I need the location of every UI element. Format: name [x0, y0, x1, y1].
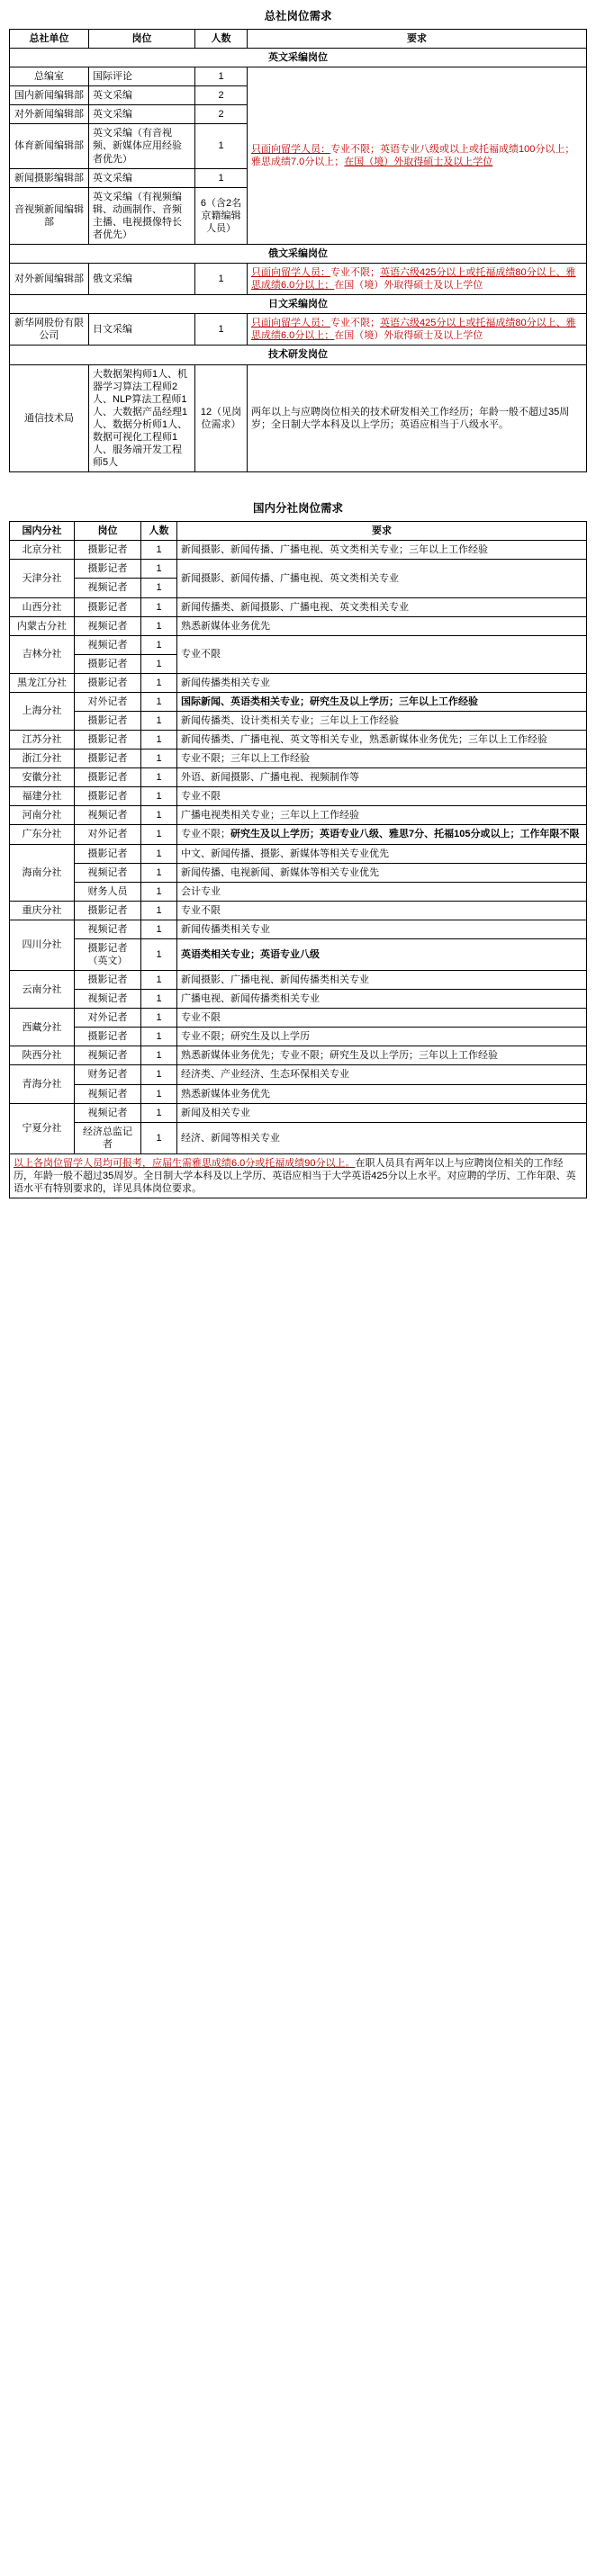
post-cell: 英文采编 — [89, 86, 195, 105]
page-title-1: 总社岗位需求 — [264, 10, 332, 22]
post-cell: 对外记者 — [75, 692, 141, 711]
table-row — [10, 768, 587, 787]
req-highlight-japanese: 英语六级425分以上或托福成绩80分以上、雅思成绩6.0分以上； — [251, 318, 576, 342]
requirement-cell: 英语类相关专业；英语专业八级 — [177, 938, 587, 970]
page-title-2: 国内分社岗位需求 — [252, 502, 343, 516]
unit-cell: 体育新闻编辑部 — [10, 124, 89, 168]
post-cell: 财务记者 — [75, 1065, 141, 1084]
branch-cell: 黑龙江分社 — [10, 673, 75, 692]
table-row — [10, 901, 587, 920]
requirement-cell: 广播电视类相关专业；三年以上工作经验 — [177, 806, 587, 825]
number-cell: 12（见岗位需求） — [195, 364, 248, 472]
post-cell: 视频记者 — [75, 920, 141, 938]
footnote-text: 在职人员具有两年以上与应聘岗位相关的工作经历，年龄一般不超过35周岁。全日制大学本科及以上学历、英语应相当于大学英语425分以上水平。对应聘的学历、工作年限、英语水平有特别要求的，详见具体岗位要求。 — [14, 1157, 576, 1194]
number-cell: 1 — [141, 749, 177, 768]
post-cell: 对外记者 — [75, 1009, 141, 1028]
number-cell: 1 — [141, 920, 177, 938]
requirement-cell: 新闻传播、电视新闻、新媒体等相关专业优先 — [177, 863, 587, 882]
unit-cell: 国内新闻编辑部 — [10, 86, 89, 105]
unit-cell: 通信技术局 — [10, 364, 89, 472]
post-cell: 摄影记者 — [75, 731, 141, 749]
number-cell: 1 — [141, 1065, 177, 1084]
table-row — [10, 971, 587, 990]
requirement-cell: 专业不限 — [177, 1009, 587, 1028]
number-cell: 1 — [195, 67, 248, 86]
branch-cell: 四川分社 — [10, 920, 75, 970]
col-header-post: 岗位 — [75, 522, 141, 541]
requirement-cell: 新闻传播类、新闻摄影、广播电视、英文类相关专业 — [177, 597, 587, 616]
table-row — [10, 844, 587, 863]
table-row — [10, 825, 587, 844]
number-cell: 1 — [141, 1103, 177, 1122]
post-cell: 摄影记者 — [75, 1028, 141, 1046]
branch-cell: 天津分社 — [10, 560, 75, 597]
table-row — [10, 938, 587, 970]
post-cell: 摄影记者 — [75, 971, 141, 990]
requirement-cell: 中文、新闻传播、摄影、新媒体等相关专业优先 — [177, 844, 587, 863]
requirement-cell-english — [248, 67, 587, 245]
branch-cell: 云南分社 — [10, 971, 75, 1009]
requirement-cell: 经济、新闻等相关专业 — [177, 1122, 587, 1153]
number-cell: 1 — [141, 579, 177, 597]
post-cell: 英文采编 — [89, 105, 195, 124]
requirement-cell: 经济类、产业经济、生态环保相关专业 — [177, 1065, 587, 1084]
requirement-cell: 新闻摄影、新闻传播、广播电视、英文类相关专业 — [177, 560, 587, 597]
branch-cell: 西藏分社 — [10, 1009, 75, 1046]
post-cell: 视频记者 — [75, 806, 141, 825]
table-row — [10, 1065, 587, 1084]
document-page — [0, 0, 596, 1207]
col-header-unit: 总社单位 — [10, 30, 89, 49]
post-cell: 视频记者 — [75, 616, 141, 635]
requirement-cell: 专业不限 — [177, 635, 587, 673]
requirement-cell: 新闻传播类相关专业 — [177, 673, 587, 692]
table-row — [10, 711, 587, 730]
requirement-cell: 国际新闻、英语类相关专业；研究生及以上学历；三年以上工作经验 — [177, 692, 587, 711]
number-cell: 1 — [141, 1122, 177, 1153]
branch-requirements-table — [9, 521, 587, 1198]
branch-cell: 重庆分社 — [10, 901, 75, 920]
post-cell: 财务人员 — [75, 882, 141, 901]
table-row — [10, 1028, 587, 1046]
unit-cell: 对外新闻编辑部 — [10, 264, 89, 295]
req-text-russian-2: 在国（境）外取得硕士及以上学位 — [334, 280, 483, 292]
requirement-cell: 广播电视、新闻传播类相关专业 — [177, 990, 587, 1009]
section-row-japanese — [10, 295, 587, 314]
post-cell: 摄影记者 — [75, 560, 141, 579]
number-cell: 1 — [141, 882, 177, 901]
req-text-english-2: 在国（境）外取得硕士及以上学位 — [344, 157, 493, 168]
branch-cell: 山西分社 — [10, 597, 75, 616]
requirement-cell-russian — [248, 264, 587, 295]
table-row — [10, 863, 587, 882]
branch-cell: 吉林分社 — [10, 635, 75, 673]
post-cell: 摄影记者 — [75, 597, 141, 616]
number-cell: 1 — [141, 616, 177, 635]
col-header-branch: 国内分社 — [10, 522, 75, 541]
post-cell: 英文采编 — [89, 168, 195, 187]
req-lead-russian: 只面向留学人员： — [251, 267, 330, 279]
table-header-row — [10, 30, 587, 49]
table-row — [10, 990, 587, 1009]
branch-cell: 海南分社 — [10, 844, 75, 901]
number-cell: 1 — [141, 597, 177, 616]
number-cell: 1 — [141, 1009, 177, 1028]
requirement-cell: 新闻传播类相关专业 — [177, 920, 587, 938]
post-cell: 摄影记者 — [75, 711, 141, 730]
branch-cell: 上海分社 — [10, 692, 75, 730]
requirement-cell: 新闻传播类、设计类相关专业；三年以上工作经验 — [177, 711, 587, 730]
table-row — [10, 597, 587, 616]
number-cell: 1 — [141, 560, 177, 579]
post-cell: 国际评论 — [89, 67, 195, 86]
number-cell: 1 — [195, 314, 248, 346]
number-cell: 1 — [195, 124, 248, 168]
table-row — [10, 1122, 587, 1153]
post-cell: 英文采编（有音视频、新媒体应用经验者优先） — [89, 124, 195, 168]
number-cell: 1 — [141, 1046, 177, 1065]
number-cell: 1 — [141, 825, 177, 844]
table-row — [10, 1084, 587, 1103]
requirement-cell: 专业不限 — [177, 901, 587, 920]
table-row — [10, 673, 587, 692]
section-label-tech: 技术研发岗位 — [10, 346, 587, 364]
number-cell: 6（含2名京籍编辑人员） — [195, 187, 248, 244]
col-header-number: 人数 — [141, 522, 177, 541]
table-row — [10, 560, 587, 579]
branch-cell: 河南分社 — [10, 806, 75, 825]
post-cell: 大数据架构师1人、机器学习算法工程师2人、NLP算法工程师1人、大数据产品经理1人、数据分析师1人、数据可视化工程师1人、服务端开发工程师5人 — [89, 364, 195, 472]
requirement-cell: 新闻摄影、新闻传播、广播电视、英文类相关专业；三年以上工作经验 — [177, 541, 587, 560]
post-cell: 摄影记者 — [75, 654, 141, 673]
number-cell: 1 — [141, 971, 177, 990]
number-cell: 1 — [141, 673, 177, 692]
requirement-cell: 熟悉新媒体业务优先；专业不限；研究生及以上学历；三年以上工作经验 — [177, 1046, 587, 1065]
branch-cell: 内蒙古分社 — [10, 616, 75, 635]
unit-cell: 新华网股份有限公司 — [10, 314, 89, 346]
unit-cell: 对外新闻编辑部 — [10, 105, 89, 124]
post-cell: 摄影记者 — [75, 844, 141, 863]
post-cell: 摄影记者 — [75, 673, 141, 692]
requirement-cell-japanese — [248, 314, 587, 346]
section-label-japanese: 日文采编岗位 — [10, 295, 587, 314]
section-row-tech — [10, 346, 587, 364]
number-cell: 1 — [141, 990, 177, 1009]
post-cell: 日文采编 — [89, 314, 195, 346]
number-cell: 1 — [141, 635, 177, 654]
post-cell: 摄影记者 — [75, 749, 141, 768]
post-cell: 视频记者 — [75, 863, 141, 882]
requirement-cell: 熟悉新媒体业务优先 — [177, 1084, 587, 1103]
number-cell: 1 — [195, 264, 248, 295]
req-lead-english: 只面向留学人员： — [251, 144, 330, 155]
col-header-post: 岗位 — [89, 30, 195, 49]
footnote-highlight: 以上各岗位留学人员均可报考，应届生需雅思成绩6.0分或托福成绩90分以上。 — [14, 1157, 356, 1169]
table-row — [10, 541, 587, 560]
number-cell: 1 — [141, 1028, 177, 1046]
table-row — [10, 264, 587, 295]
section-label-russian: 俄文采编岗位 — [10, 245, 587, 264]
post-cell: 对外记者 — [75, 825, 141, 844]
requirement-highlight: 研究生及以上学历；英语专业八级、雅思7分、托福105分或以上；工作年限不限 — [230, 829, 580, 840]
table-row — [10, 787, 587, 806]
number-cell: 1 — [141, 711, 177, 730]
table-row — [10, 1046, 587, 1065]
table-row — [10, 1009, 587, 1028]
post-cell: 视频记者 — [75, 1084, 141, 1103]
headquarters-requirements-table — [9, 29, 587, 472]
table-row — [10, 920, 587, 938]
footnote-cell — [10, 1153, 587, 1198]
unit-cell: 总编室 — [10, 67, 89, 86]
req-text-japanese-1: 专业不限； — [330, 318, 380, 329]
post-cell: 视频记者 — [75, 990, 141, 1009]
table-note-row — [10, 1153, 587, 1198]
number-cell: 1 — [141, 541, 177, 560]
table-row — [10, 882, 587, 901]
branch-cell: 江苏分社 — [10, 731, 75, 749]
number-cell: 1 — [195, 168, 248, 187]
branch-cell: 陕西分社 — [10, 1046, 75, 1065]
table-row — [10, 806, 587, 825]
col-header-requirement: 要求 — [177, 522, 587, 541]
number-cell: 2 — [195, 86, 248, 105]
requirement-cell: 专业不限 — [177, 787, 587, 806]
requirement-cell: 新闻及相关专业 — [177, 1103, 587, 1122]
unit-cell: 新闻摄影编辑部 — [10, 168, 89, 187]
post-cell: 摄影记者 — [75, 787, 141, 806]
table-row — [10, 364, 587, 472]
branch-cell: 安徽分社 — [10, 768, 75, 787]
branch-cell: 浙江分社 — [10, 749, 75, 768]
table-row — [10, 616, 587, 635]
number-cell: 1 — [141, 844, 177, 863]
post-cell: 摄影记者 — [75, 768, 141, 787]
requirement-cell: 熟悉新媒体业务优先 — [177, 616, 587, 635]
unit-cell: 音视频新闻编辑部 — [10, 187, 89, 244]
table-row — [10, 314, 587, 346]
post-cell: 视频记者 — [75, 579, 141, 597]
post-cell: 俄文采编 — [89, 264, 195, 295]
table-row — [10, 635, 587, 654]
req-lead-japanese: 只面向留学人员： — [251, 318, 330, 329]
section-row-english — [10, 49, 587, 67]
post-cell: 摄影记者 — [75, 541, 141, 560]
table-row — [10, 1103, 587, 1122]
number-cell: 1 — [141, 692, 177, 711]
req-text-english-1: 专业不限；英语专业八级或以上或托福成绩100分以上；雅思成绩7.0分以上； — [251, 144, 575, 168]
requirement-cell — [177, 825, 587, 844]
number-cell: 1 — [141, 654, 177, 673]
section-row-russian — [10, 245, 587, 264]
table-header-row — [10, 522, 587, 541]
section-spacer — [9, 472, 587, 496]
number-cell: 1 — [141, 901, 177, 920]
requirement-cell: 新闻传播类、广播电视、英文等相关专业，熟悉新媒体业务优先；三年以上工作经验 — [177, 731, 587, 749]
requirement-prefix: 专业不限； — [181, 829, 230, 840]
branch-cell: 青海分社 — [10, 1065, 75, 1103]
table-row — [10, 749, 587, 768]
post-cell: 摄影记者 — [75, 901, 141, 920]
number-cell: 1 — [141, 1084, 177, 1103]
number-cell: 1 — [141, 863, 177, 882]
requirement-cell-tech: 两年以上与应聘岗位相关的技术研发相关工作经历；年龄一般不超过35周岁；全日制大学本科及以上学历；英语应相当于八级水平。 — [248, 364, 587, 472]
branch-cell: 北京分社 — [10, 541, 75, 560]
requirement-cell: 专业不限；三年以上工作经验 — [177, 749, 587, 768]
table-row — [10, 731, 587, 749]
number-cell: 1 — [141, 938, 177, 970]
branch-cell: 宁夏分社 — [10, 1103, 75, 1153]
req-text-japanese-2: 在国（境）外取得硕士及以上学位 — [334, 330, 483, 342]
post-cell: 视频记者 — [75, 1103, 141, 1122]
number-cell: 2 — [195, 105, 248, 124]
col-header-requirement: 要求 — [248, 30, 587, 49]
table-row — [10, 692, 587, 711]
requirement-cell: 新闻摄影、广播电视、新闻传播类相关专业 — [177, 971, 587, 990]
branch-cell: 广东分社 — [10, 825, 75, 844]
requirement-cell: 会计专业 — [177, 882, 587, 901]
req-highlight-russian: 英语六级425分以上或托福成绩80分以上、雅思成绩6.0分以上； — [251, 267, 576, 292]
post-cell: 英文采编（有视频编辑、动画制作、音频主播、电视摄像特长者优先） — [89, 187, 195, 244]
post-cell: 经济总监记者 — [75, 1122, 141, 1153]
post-cell: 视频记者 — [75, 1046, 141, 1065]
number-cell: 1 — [141, 806, 177, 825]
branch-cell: 福建分社 — [10, 787, 75, 806]
post-cell: 摄影记者（英文） — [75, 938, 141, 970]
section-label-english: 英文采编岗位 — [10, 49, 587, 67]
requirement-cell: 外语、新闻摄影、广播电视、视频制作等 — [177, 768, 587, 787]
number-cell: 1 — [141, 787, 177, 806]
post-cell: 视频记者 — [75, 635, 141, 654]
table-row — [10, 67, 587, 86]
number-cell: 1 — [141, 768, 177, 787]
req-text-russian-1: 专业不限； — [330, 267, 380, 279]
number-cell: 1 — [141, 731, 177, 749]
col-header-number: 人数 — [195, 30, 248, 49]
requirement-cell: 专业不限；研究生及以上学历 — [177, 1028, 587, 1046]
